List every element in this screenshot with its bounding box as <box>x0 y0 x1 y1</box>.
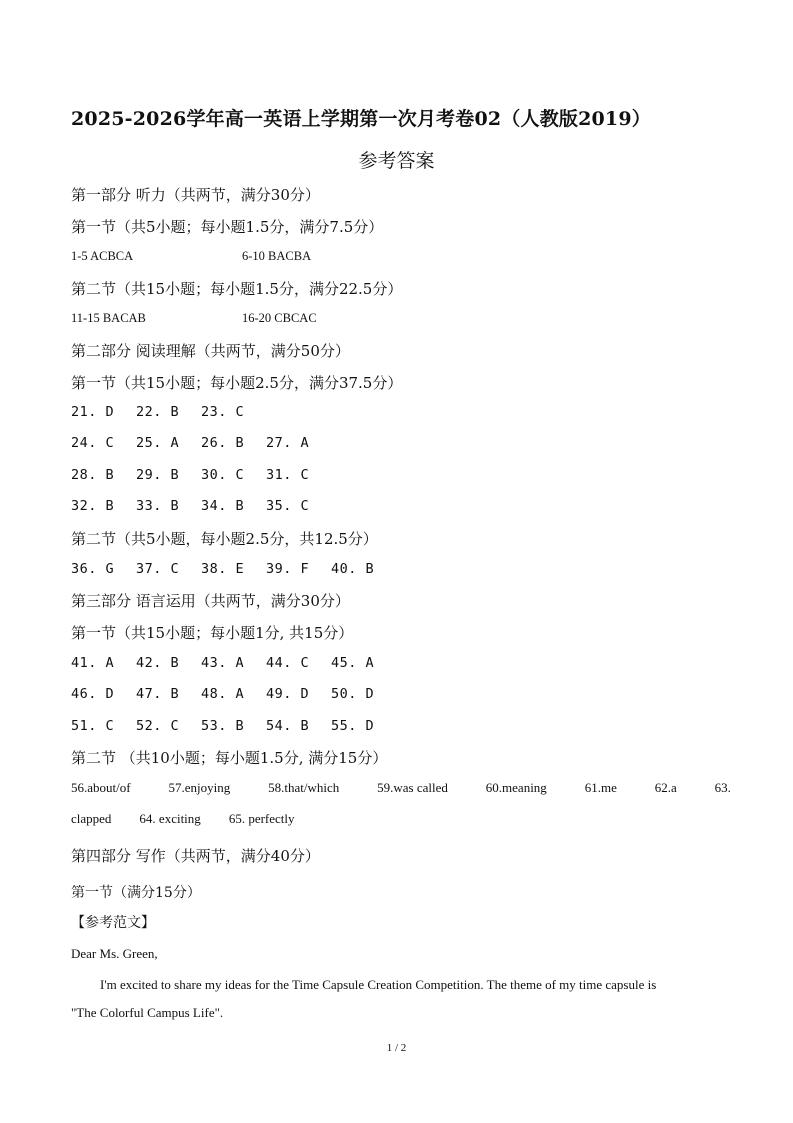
answer-item: 53. B <box>201 718 245 734</box>
part1-sec1-heading: 第一节（共5小题；每小题1.5分，满分7.5分） <box>71 218 384 236</box>
answer-item: 48. A <box>201 686 245 702</box>
answer-item: 32. B <box>71 498 115 514</box>
part3-heading: 第三部分 语言运用（共两节，满分30分） <box>71 592 350 610</box>
part3-sec1-heading: 第一节（共15小题；每小题1分, 共15分） <box>71 624 354 642</box>
fill-answer: 58.that/which <box>268 780 340 795</box>
document-title: 2025-2026学年高一英语上学期第一次月考卷02（人教版2019） <box>71 108 651 130</box>
answer-item: 43. A <box>201 655 245 671</box>
answer-item: 38. E <box>201 561 245 577</box>
part1-sec2-heading: 第二节（共15小题；每小题1.5分，满分22.5分） <box>71 280 403 298</box>
fill-answer-row <box>71 811 323 827</box>
answer-group: 1-5 ACBCA <box>71 249 134 263</box>
answer-item: 50. D <box>331 686 375 702</box>
answer-item: 35. C <box>266 498 310 514</box>
document-subtitle: 参考答案 <box>358 150 435 172</box>
answer-group: 6-10 BACBA <box>242 249 312 263</box>
letter-greeting: Dear Ms. Green, <box>71 946 158 961</box>
answer-row <box>71 404 266 420</box>
answer-item: 44. C <box>266 655 310 671</box>
answer-row <box>71 435 331 451</box>
answer-item: 27. A <box>266 435 310 451</box>
fill-answer-row <box>71 780 731 796</box>
answer-item: 40. B <box>331 561 375 577</box>
fill-answer: 65. perfectly <box>228 811 295 826</box>
answer-group: 11-15 BACAB <box>71 311 146 325</box>
part1-heading: 第一部分 听力（共两节，满分30分） <box>71 186 320 204</box>
part2-sec1-heading: 第一节（共15小题；每小题2.5分，满分37.5分） <box>71 374 403 392</box>
answer-item: 45. A <box>331 655 375 671</box>
answer-item: 29. B <box>136 467 180 483</box>
answer-item: 55. D <box>331 718 375 734</box>
answer-item: 36. G <box>71 561 115 577</box>
sample-essay-label: 【参考范文】 <box>71 915 155 931</box>
answer-row <box>71 686 396 702</box>
answer-item: 46. D <box>71 686 115 702</box>
answer-item: 33. B <box>136 498 180 514</box>
answer-row <box>71 655 396 671</box>
answer-item: 51. C <box>71 718 115 734</box>
page-number: 1 / 2 <box>386 1042 407 1054</box>
answer-item: 28. B <box>71 467 115 483</box>
answer-item: 39. F <box>266 561 310 577</box>
fill-answer: 61.me <box>584 780 617 795</box>
part4-sec1-heading: 第一节（满分15分） <box>71 885 201 901</box>
part2-heading: 第二部分 阅读理解（共两节，满分50分） <box>71 342 350 360</box>
answer-row <box>71 561 396 577</box>
answer-item: 21. D <box>71 404 115 420</box>
answer-row <box>71 498 331 514</box>
fill-answer: 63. <box>714 780 731 795</box>
answer-item: 41. A <box>71 655 115 671</box>
part4-heading: 第四部分 写作（共两节，满分40分） <box>71 847 320 865</box>
answer-item: 37. C <box>136 561 180 577</box>
answer-item: 47. B <box>136 686 180 702</box>
part3-sec2-heading: 第二节 （共10小题；每小题1.5分, 满分15分） <box>71 749 388 767</box>
paragraph-line: "The Colorful Campus Life". <box>71 1005 224 1020</box>
answer-item: 34. B <box>201 498 245 514</box>
answer-item: 23. C <box>201 404 245 420</box>
fill-answer: 59.was called <box>377 780 448 795</box>
answer-item: 54. B <box>266 718 310 734</box>
letter-paragraph <box>71 971 726 1027</box>
answer-item: 30. C <box>201 467 245 483</box>
answer-row <box>71 467 331 483</box>
answer-row <box>71 718 396 734</box>
answer-group: 16-20 CBCAC <box>242 311 317 325</box>
fill-answer: 64. exciting <box>139 811 201 826</box>
answer-item: 24. C <box>71 435 115 451</box>
fill-answer: 56.about/of <box>71 780 131 795</box>
fill-answer: 60.meaning <box>485 780 547 795</box>
answer-item: 26. B <box>201 435 245 451</box>
answer-item: 25. A <box>136 435 180 451</box>
answer-item: 42. B <box>136 655 180 671</box>
paragraph-line: I'm excited to share my ideas for the Time Capsule Creation Competition. The theme of my time capsule is <box>100 977 657 992</box>
fill-answer: clapped <box>71 811 112 826</box>
fill-answer: 62.a <box>654 780 677 795</box>
answer-item: 49. D <box>266 686 310 702</box>
answer-item: 52. C <box>136 718 180 734</box>
answer-item: 31. C <box>266 467 310 483</box>
fill-answer: 57.enjoying <box>168 780 231 795</box>
part2-sec2-heading: 第二节（共5小题，每小题2.5分，共12.5分） <box>71 530 378 548</box>
answer-item: 22. B <box>136 404 180 420</box>
